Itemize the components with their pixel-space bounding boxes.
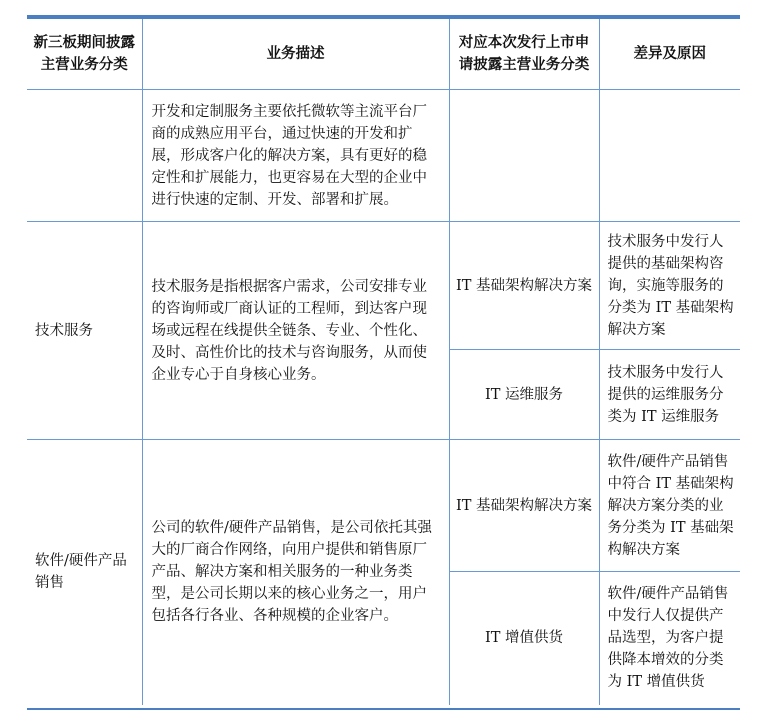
cell-empty <box>599 90 740 222</box>
header-difference-reason: 差异及原因 <box>599 19 740 90</box>
cell-tech-ipo-class-2: IT 运维服务 <box>449 350 599 440</box>
cell-tech-service-name: 技术服务 <box>27 222 142 440</box>
business-classification-table <box>27 19 740 705</box>
table-row <box>27 90 740 222</box>
cell-tech-reason-2: 技术服务中发行人提供的运维服务分类为 IT 运维服务 <box>599 350 740 440</box>
table-row <box>27 440 740 572</box>
cell-empty <box>27 90 142 222</box>
cell-empty <box>449 90 599 222</box>
header-ipo-classification: 对应本次发行上市申请披露主营业务分类 <box>449 19 599 90</box>
cell-sales-description: 公司的软件/硬件产品销售，是公司依托其强大的厂商合作网络，向用户提供和销售原厂产品、解决方案和相关服务的一种业务类型，是公司长期以来的核心业务之一，用户包括各行各业、各种规模的企业客户。 <box>142 440 449 705</box>
cell-tech-ipo-class-1: IT 基础架构解决方案 <box>449 222 599 350</box>
cell-sales-reason-2: 软件/硬件产品销售中发行人仅提供产品选型，为客户提供降本增效的分类为 IT 增值供货 <box>599 572 740 705</box>
cell-sales-ipo-class-2: IT 增值供货 <box>449 572 599 705</box>
table-bottom-border <box>27 708 740 710</box>
cell-tech-service-description: 技术服务是指根据客户需求，公司安排专业的咨询师或厂商认证的工程师，到达客户现场或远程在线提供全链条、专业、个性化、及时、高性价比的技术与咨询服务，从而使企业专心于自身核心业务。 <box>142 222 449 440</box>
cell-sales-ipo-class-1: IT 基础架构解决方案 <box>449 440 599 572</box>
cell-sales-name: 软件/硬件产品销售 <box>27 440 142 705</box>
table-header-row <box>27 19 740 90</box>
cell-dev-custom-description: 开发和定制服务主要依托微软等主流平台厂商的成熟应用平台，通过快速的开发和扩展，形成客户化的解决方案，具有更好的稳定性和扩展能力，也更容易在大型的企业中进行快速的定制、开发、部署和扩展。 <box>142 90 449 222</box>
table-row <box>27 222 740 350</box>
cell-tech-reason-1: 技术服务中发行人提供的基础架构咨询，实施等服务的分类为 IT 基础架构解决方案 <box>599 222 740 350</box>
cell-sales-reason-1: 软件/硬件产品销售中符合 IT 基础架构解决方案分类的业务分类为 IT 基础架构解决方案 <box>599 440 740 572</box>
header-business-description: 业务描述 <box>142 19 449 90</box>
header-nq-classification: 新三板期间披露主营业务分类 <box>27 19 142 90</box>
